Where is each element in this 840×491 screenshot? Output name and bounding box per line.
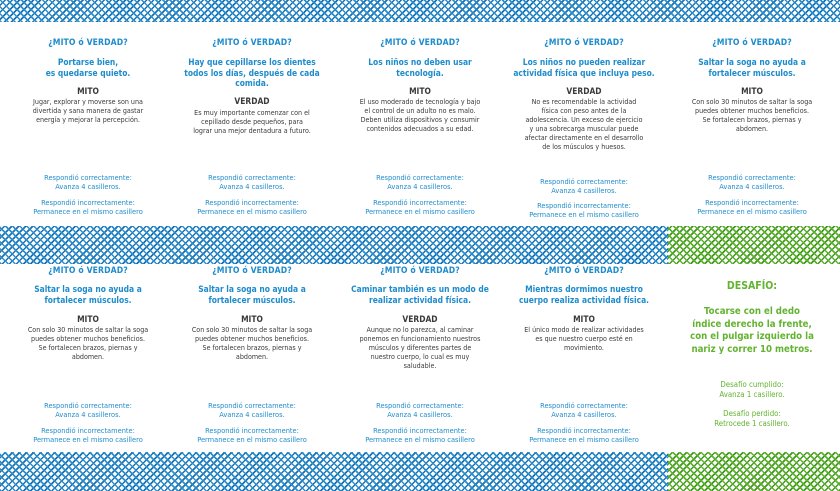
card-incorrect-text: Respondió incorrectamente: Permanece en el mismo casillero: [365, 198, 475, 216]
card-top-2: [168, 22, 336, 226]
card-title: Caminar también es un modo de realizar actividad física.: [351, 284, 489, 305]
card-verdict: MITO: [573, 314, 595, 324]
card-bottom-2: [168, 264, 336, 452]
middle-band-blue: [0, 226, 668, 264]
card-bottom-1: [4, 264, 172, 452]
card-correct-text: Respondió correctamente: Avanza 4 casilleros.: [44, 173, 132, 191]
card-question-label: ¿MITO ó VERDAD?: [712, 38, 792, 48]
card-body: Jugar, explorar y moverse son una divertida y sana manera de gastar energía y mejorar la percepción.: [32, 97, 144, 125]
card-bottom-3: [336, 264, 504, 452]
card-correct-text: Respondió correctamente: Avanza 4 casilleros.: [708, 173, 796, 191]
card-body: No es recomendable la actividad física con peso antes de la adolescencia. Un exceso de ejercicio y una sobrecarga muscular puede afectar directamente en el desarrollo de los músculos y huesos.: [524, 97, 644, 152]
card-verdict: MITO: [741, 86, 763, 96]
card-correct-text: Respondió correctamente: Avanza 4 casilleros.: [376, 173, 464, 191]
card-question-label: ¿MITO ó VERDAD?: [380, 38, 460, 48]
card-correct-text: Respondió correctamente: Avanza 4 casilleros.: [44, 401, 132, 419]
bottom-band-blue: [0, 452, 668, 491]
card-verdict: VERDAD: [402, 314, 438, 324]
card-title: Saltar la soga no ayuda a fortalecer músculos.: [34, 284, 142, 305]
desafio-fail-text: Desafío perdido: Retrocede 1 casillero.: [714, 409, 790, 428]
card-title: Los niños no deben usar tecnología.: [368, 57, 472, 78]
card-verdict: MITO: [77, 86, 99, 96]
card-title: Hay que cepillarse los dientes todos los días, después de cada comida.: [184, 57, 320, 88]
top-pattern-band: [0, 0, 840, 22]
card-body: Con solo 30 minutos de saltar la soga puedes obtener muchos beneficios. Se fortalecen brazos, piernas y abdomen.: [27, 325, 149, 362]
card-verdict: MITO: [241, 314, 263, 324]
card-desafio: [668, 264, 836, 452]
card-verdict: MITO: [409, 86, 431, 96]
card-body: El único modo de realizar actividades es que nuestro cuerpo esté en movimiento.: [524, 325, 644, 353]
card-incorrect-text: Respondió incorrectamente: Permanece en el mismo casillero: [197, 198, 307, 216]
card-verdict: MITO: [77, 314, 99, 324]
card-title: Mientras dormimos nuestro cuerpo realiza actividad física.: [518, 284, 650, 305]
card-correct-text: Respondió correctamente: Avanza 4 casilleros.: [376, 401, 464, 419]
card-question-label: ¿MITO ó VERDAD?: [212, 266, 292, 276]
card-question-label: ¿MITO ó VERDAD?: [544, 266, 624, 276]
middle-band-green: [668, 226, 840, 264]
card-top-3: [336, 22, 504, 226]
desafio-body: Tocarse con el dedo índice derecho la frente, con el pulgar izquierdo la nariz y correr 10 metros.: [690, 306, 814, 355]
card-correct-text: Respondió correctamente: Avanza 4 casilleros.: [208, 173, 296, 191]
bottom-pattern-band: [0, 452, 840, 491]
card-incorrect-text: Respondió incorrectamente: Permanece en el mismo casillero: [197, 426, 307, 444]
card-top-1: [4, 22, 172, 226]
bottom-band-green: [668, 452, 840, 491]
card-body: Aunque no lo parezca, al caminar ponemos en funcionamiento nuestros músculos y diferentes partes de nuestro cuerpo, lo cual es muy saludable.: [359, 325, 481, 371]
card-body: El uso moderado de tecnología y bajo el control de un adulto no es malo. Deben utiliza dispositivos y consumir contenidos adecuados a su edad.: [359, 97, 481, 134]
card-question-label: ¿MITO ó VERDAD?: [48, 38, 128, 48]
card-question-label: ¿MITO ó VERDAD?: [212, 38, 292, 48]
card-incorrect-text: Respondió incorrectamente: Permanece en el mismo casillero: [529, 426, 639, 444]
card-top-4: [500, 22, 668, 226]
card-title: Los niños no pueden realizar actividad física que incluya peso.: [513, 57, 655, 78]
desafio-success-text: Desafío cumplido: Avanza 1 casillero.: [719, 380, 785, 399]
card-correct-text: Respondió correctamente: Avanza 4 casilleros.: [540, 177, 628, 195]
card-verdict: VERDAD: [566, 86, 602, 96]
card-bottom-4: [500, 264, 668, 452]
card-question-label: ¿MITO ó VERDAD?: [48, 266, 128, 276]
card-incorrect-text: Respondió incorrectamente: Permanece en el mismo casillero: [365, 426, 475, 444]
card-body: Con solo 30 minutos de saltar la soga puedes obtener muchos beneficios. Se fortalecen brazos, piernas y abdomen.: [691, 97, 813, 134]
card-incorrect-text: Respondió incorrectamente: Permanece en el mismo casillero: [697, 198, 807, 216]
card-correct-text: Respondió correctamente: Avanza 4 casilleros.: [208, 401, 296, 419]
middle-pattern-band: [0, 226, 840, 264]
card-title: Saltar la soga no ayuda a fortalecer músculos.: [698, 57, 806, 78]
card-incorrect-text: Respondió incorrectamente: Permanece en el mismo casillero: [33, 426, 143, 444]
card-top-5: [668, 22, 836, 226]
card-incorrect-text: Respondió incorrectamente: Permanece en el mismo casillero: [529, 201, 639, 219]
card-body: Es muy importante comenzar con el cepillado desde pequeños, para lograr una mejor dentadura a futuro.: [193, 108, 311, 136]
card-correct-text: Respondió correctamente: Avanza 4 casilleros.: [540, 401, 628, 419]
card-question-label: ¿MITO ó VERDAD?: [380, 266, 460, 276]
card-title: Saltar la soga no ayuda a fortalecer músculos.: [198, 284, 306, 305]
card-title: Portarse bien, es quedarse quieto.: [45, 57, 131, 78]
card-incorrect-text: Respondió incorrectamente: Permanece en el mismo casillero: [33, 198, 143, 216]
card-question-label: ¿MITO ó VERDAD?: [544, 38, 624, 48]
desafio-title: DESAFÍO:: [726, 280, 778, 292]
card-body: Con solo 30 minutos de saltar la soga puedes obtener muchos beneficios. Se fortalecen brazos, piernas y abdomen.: [191, 325, 313, 362]
card-verdict: VERDAD: [234, 96, 270, 106]
